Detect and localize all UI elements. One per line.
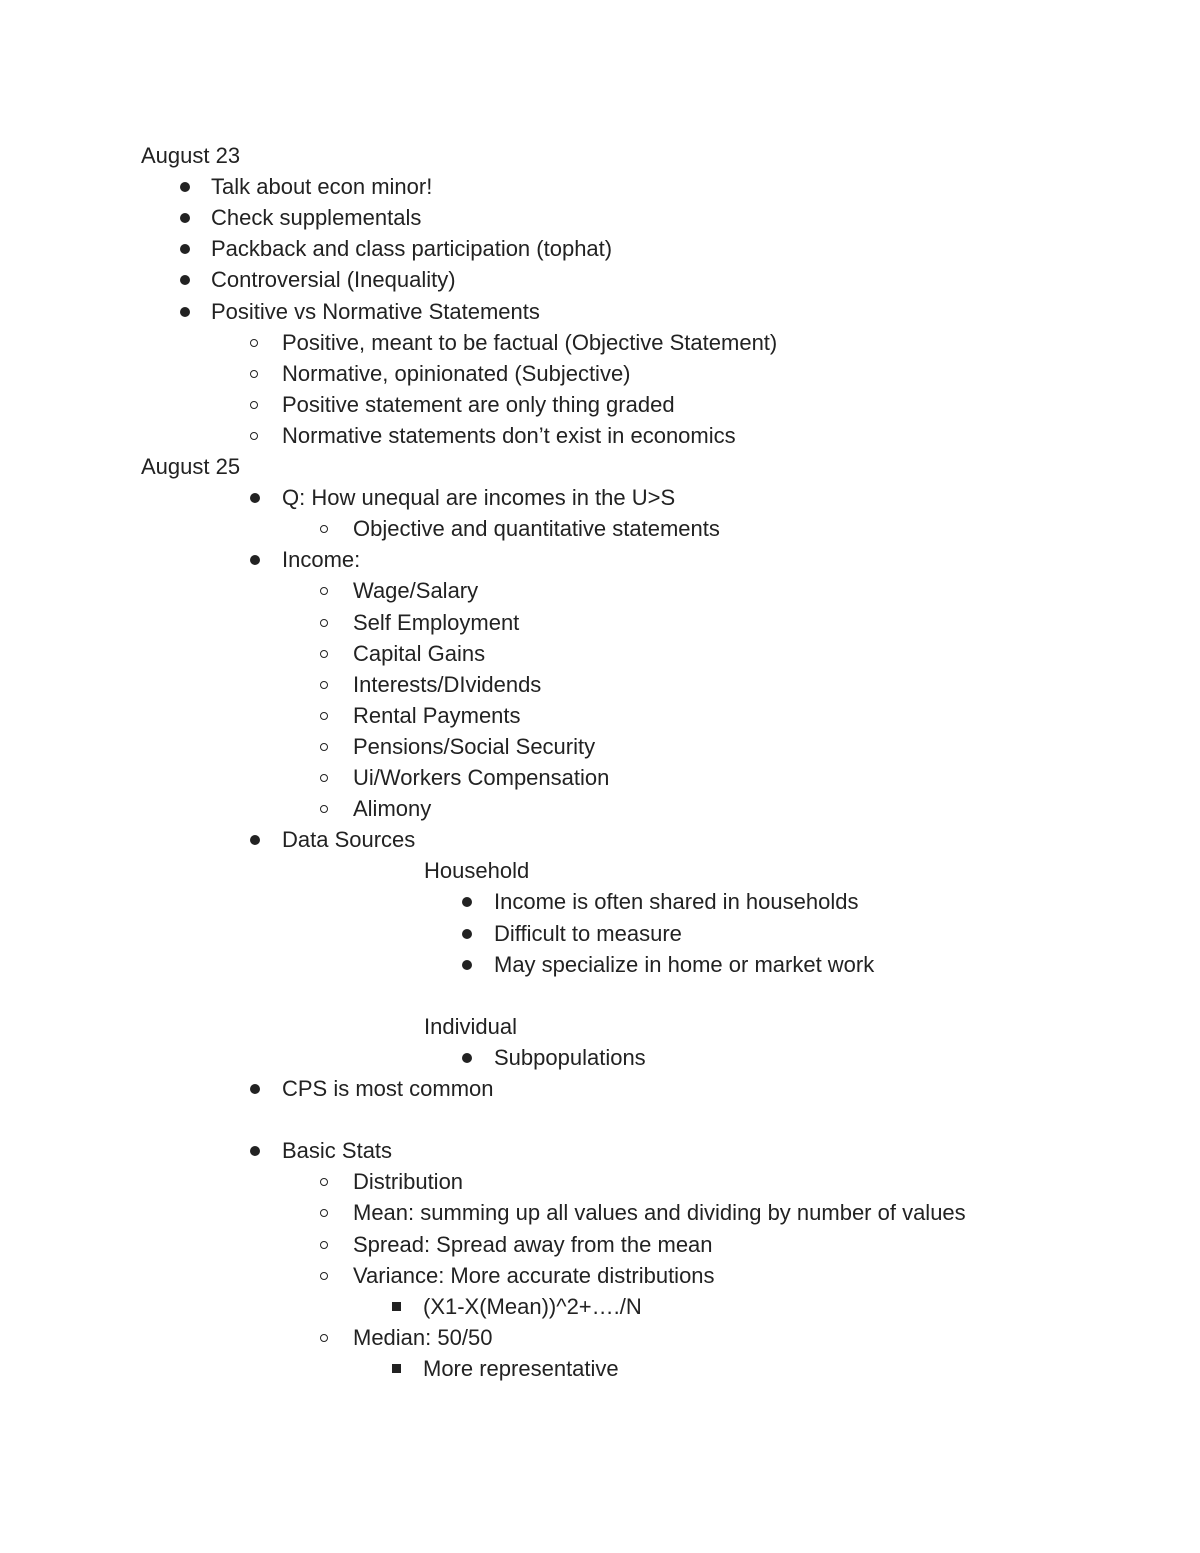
bullet-circle-icon <box>320 650 328 658</box>
section-subheading: Individual <box>424 1013 517 1039</box>
list-item-text: Income is often shared in households <box>494 889 859 915</box>
bullet-disc-icon <box>462 929 472 939</box>
bullet-disc-icon <box>250 1084 260 1094</box>
bullet-disc-icon <box>180 244 190 254</box>
bullet-circle-icon <box>250 432 258 440</box>
list-item-text: Spread: Spread away from the mean <box>353 1231 713 1257</box>
bullet-square-icon <box>392 1302 401 1311</box>
list-item-text: Normative statements don’t exist in economics <box>282 422 736 448</box>
list-item-text: Self Employment <box>353 609 520 635</box>
bullet-disc-icon <box>250 555 260 565</box>
list-item-text: Data Sources <box>282 827 416 853</box>
list-item-text: Distribution <box>353 1169 464 1195</box>
date-heading: August 23 <box>141 143 241 168</box>
bullet-circle-icon <box>320 1209 328 1217</box>
bullet-square-icon <box>392 1364 401 1373</box>
bullet-disc-icon <box>180 307 190 317</box>
list-item-text: Income: <box>282 547 361 573</box>
bullet-disc-icon <box>180 213 190 223</box>
list-item-text: May specialize in home or market work <box>494 951 875 977</box>
bullet-circle-icon <box>320 712 328 720</box>
list-item-text: Alimony <box>353 796 432 822</box>
list-item-text: Subpopulations <box>494 1044 646 1070</box>
list-item-text: Positive vs Normative Statements <box>211 298 540 324</box>
list-item-text: Basic Stats <box>282 1138 393 1164</box>
list-item-text: Median: 50/50 <box>353 1324 493 1350</box>
list-item-text: Objective and quantitative statements <box>353 516 720 542</box>
bullet-disc-icon <box>180 182 190 192</box>
bullet-circle-icon <box>320 619 328 627</box>
bullet-circle-icon <box>320 587 328 595</box>
bullet-disc-icon <box>462 1053 472 1063</box>
list-item-text: Positive statement are only thing graded <box>282 391 675 417</box>
list-item-text: CPS is most common <box>282 1076 494 1101</box>
list-item-text: Packback and class participation (tophat) <box>211 236 613 262</box>
bullet-circle-icon <box>320 1178 328 1186</box>
bullet-circle-icon <box>320 525 328 533</box>
list-item-text: Talk about econ minor! <box>211 174 433 200</box>
bullet-circle-icon <box>320 1334 328 1342</box>
bullet-disc-icon <box>462 897 472 907</box>
bullet-disc-icon <box>250 1146 260 1156</box>
list-item-text: Ui/Workers Compensation <box>353 765 610 790</box>
bullet-disc-icon <box>180 275 190 285</box>
list-item-text: Controversial (Inequality) <box>211 267 456 293</box>
bullet-circle-icon <box>250 401 258 409</box>
bullet-circle-icon <box>250 370 258 378</box>
bullet-disc-icon <box>250 493 260 503</box>
bullet-circle-icon <box>320 1241 328 1249</box>
section-subheading: Household <box>424 858 530 884</box>
bullet-circle-icon <box>320 743 328 751</box>
list-item-text: Check supplementals <box>211 205 422 231</box>
list-item-text: Difficult to measure <box>494 920 682 946</box>
bullet-disc-icon <box>250 835 260 845</box>
bullet-circle-icon <box>320 681 328 689</box>
bullet-disc-icon <box>462 960 472 970</box>
bullet-circle-icon <box>320 774 328 782</box>
bullet-circle-icon <box>320 1272 328 1280</box>
list-item-text: Pensions/Social Security <box>353 733 596 759</box>
list-item-text: Mean: summing up all values and dividing by number of values <box>353 1200 966 1226</box>
list-item-text: Capital Gains <box>353 640 486 666</box>
list-item-text: Rental Payments <box>353 702 521 728</box>
list-item-text: Variance: More accurate distributions <box>353 1262 715 1288</box>
bullet-circle-icon <box>320 805 328 813</box>
list-item-text: Wage/Salary <box>353 578 479 604</box>
list-item-text: More representative <box>423 1355 619 1381</box>
list-item-text: Normative, opinionated (Subjective) <box>282 360 631 386</box>
date-heading: August 25 <box>141 454 241 479</box>
list-item-text: (X1-X(Mean))^2+…./N <box>423 1293 642 1319</box>
bullet-circle-icon <box>250 339 258 347</box>
list-item-text: Interests/DIvidends <box>353 671 542 697</box>
list-item-text: Positive, meant to be factual (Objective Statement) <box>282 329 778 355</box>
list-item-text: Q: How unequal are incomes in the U>S <box>282 485 676 511</box>
